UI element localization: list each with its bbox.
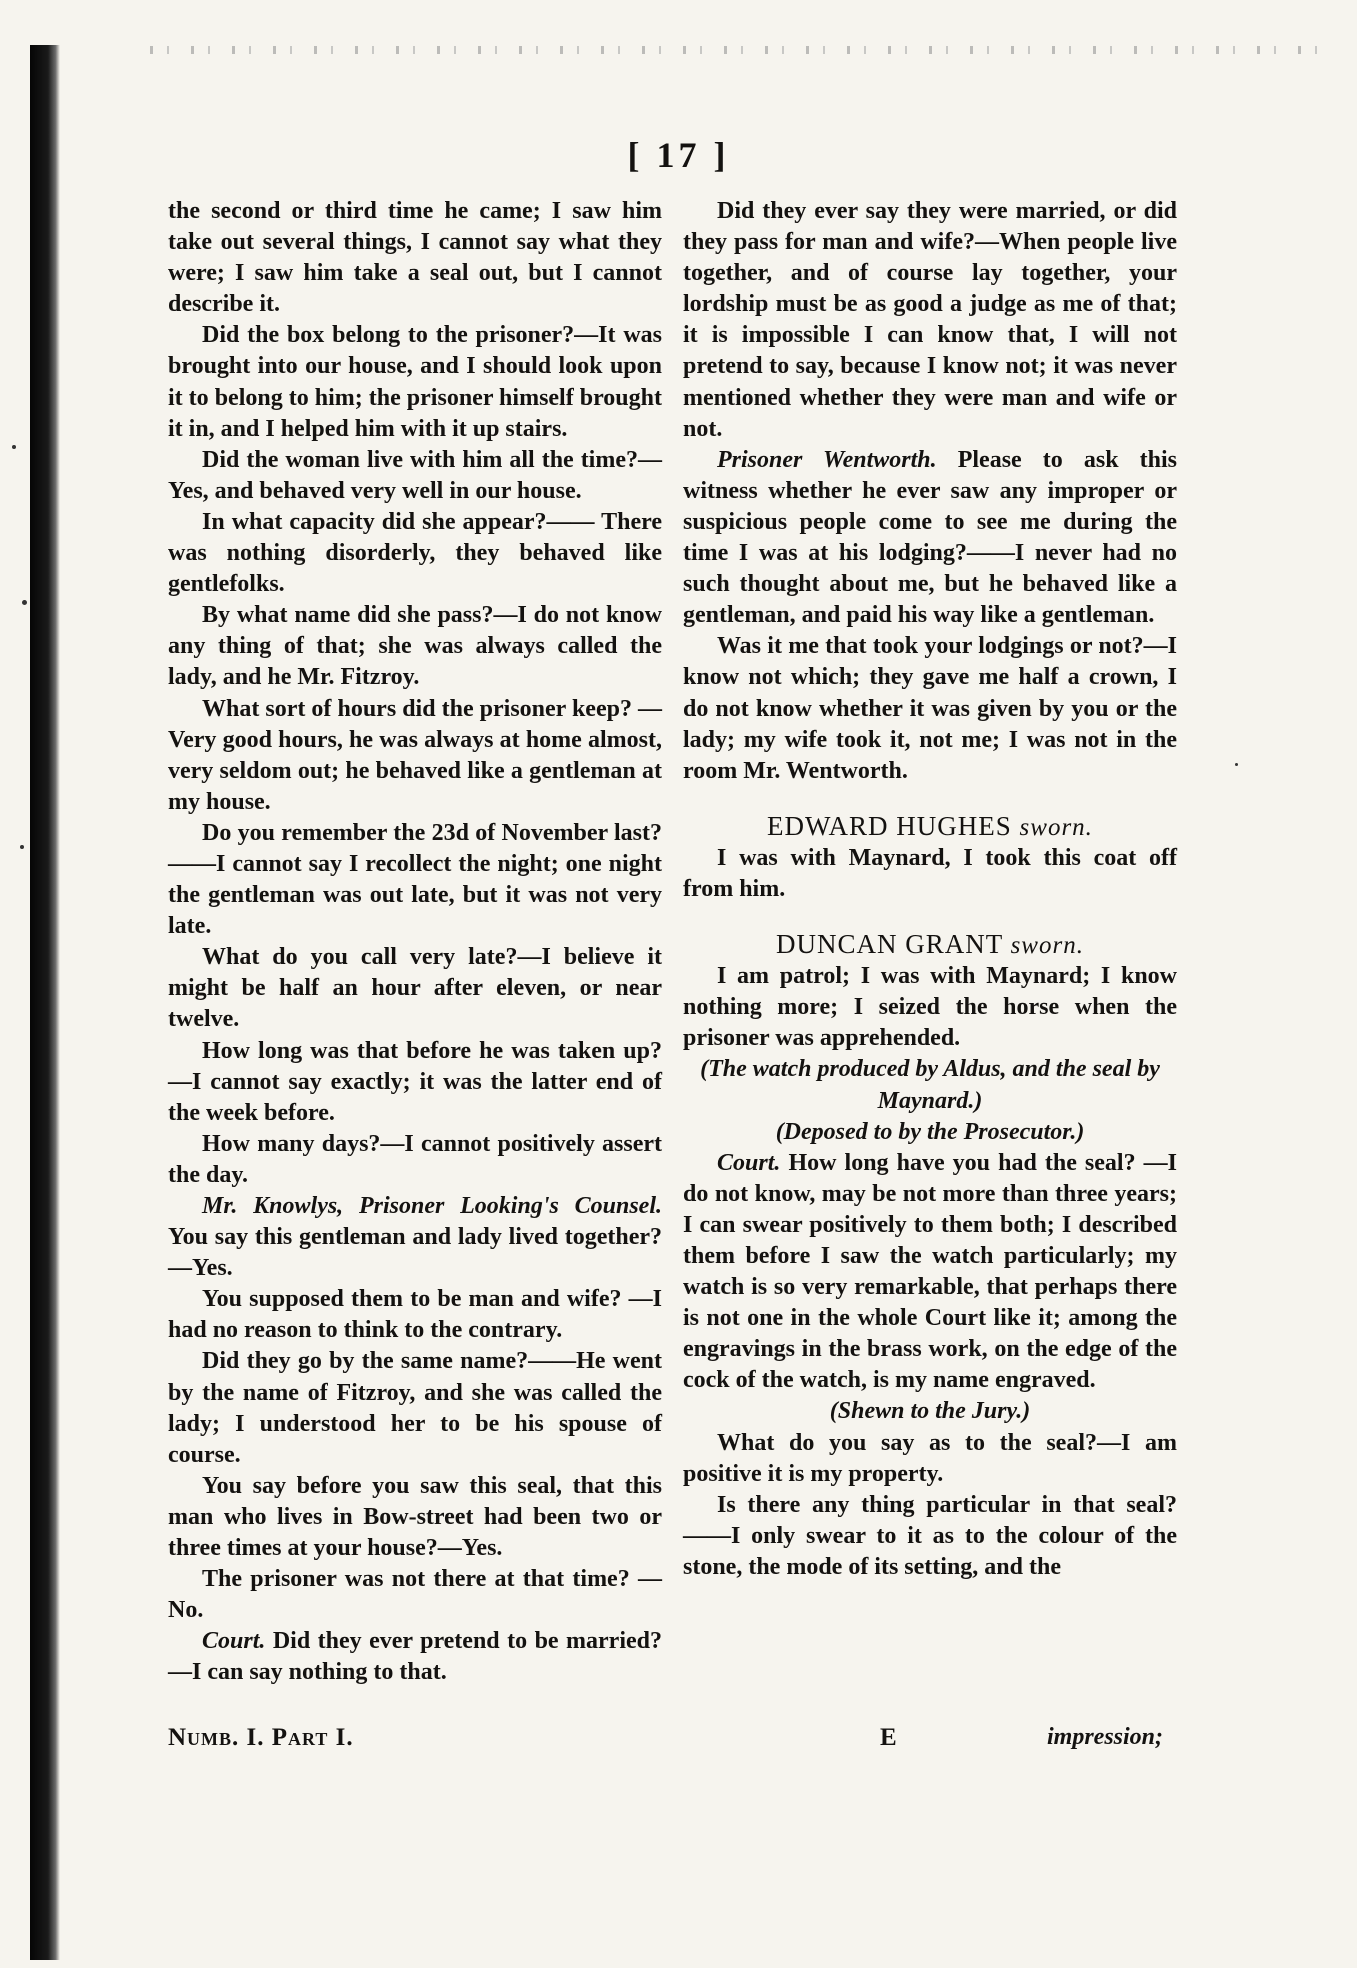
paragraph: What do you call very late?—I believe it might be half an hour after eleven, or near twelve.	[168, 944, 662, 1033]
footer-number-part: Numb. I. Part I.	[168, 1724, 354, 1751]
paragraph: Is there any thing particular in that seal? ——I only swear to it as to the colour of the stone, the mode of its setting, and the	[683, 1491, 1177, 1580]
paragraph: The prisoner was not there at that time? —No.	[168, 1566, 662, 1624]
left-column	[168, 196, 662, 1689]
paragraph: What sort of hours did the prisoner keep? —Very good hours, he was always at home almost, very seldom out; he behaved like a gentleman at my house.	[168, 695, 662, 815]
paragraph-text: Did they ever pretend to be married?—I can say nothing to that.	[168, 1628, 662, 1686]
scan-top-edge-noise	[150, 46, 1320, 54]
paragraph	[168, 1626, 662, 1688]
paragraph-text: Please to ask this witness whether he ever saw any improper or suspicious people come to see me during the time I was at his lodging?——I never had no such thought about me, but he behaved like a gentleman, and paid his way like a gentleman.	[683, 446, 1178, 629]
paragraph: How many days?—I cannot positively assert the day.	[168, 1130, 662, 1188]
scan-speck	[1235, 763, 1238, 766]
sworn-label: sworn.	[1019, 813, 1093, 841]
witness-name: EDWARD HUGHES	[767, 810, 1012, 841]
paragraph: I am patrol; I was with Maynard; I know nothing more; I seized the horse when the prisoner was apprehended.	[683, 963, 1177, 1052]
speaker-label: Prisoner Wentworth.	[717, 446, 937, 473]
paragraph: Did they go by the same name?——He went by the name of Fitzroy, and she was called the lady; I understood her to be his spouse of course.	[168, 1348, 662, 1468]
catchword: impression;	[1047, 1724, 1164, 1750]
paragraph: Was it me that took your lodgings or not?—I know not which; they gave me half a crown, I do not know whether it was given by you or the lady; my wife took it, not me; I was not in the room Mr. Wentworth.	[683, 633, 1177, 784]
speaker-label: Court.	[717, 1149, 781, 1176]
paragraph	[683, 1148, 1177, 1397]
paragraph-text: How long have you had the seal? —I do not know, may be not more than three years; I can swear positively to them both; I described them before I saw the watch particularly; my watch is so very remarkable, that perhaps there is not one in the whole Court like it; among the engravings in the brass work, on the edge of the cock of the watch, is my name engraved.	[683, 1149, 1177, 1394]
speaker-label: Mr. Knowlys, Prisoner Looking's Counsel.	[202, 1193, 662, 1219]
paragraph: Did they ever say they were married, or did they pass for man and wife?—When people live together, and of course lay together, your lordship must be as good a judge as me of that; it is impossible I can know that, I will not pretend to say, because I know not; it was never mentioned whether they were man and wife or not.	[683, 198, 1177, 442]
paragraph: You supposed them to be man and wife? —I had no reason to think to the contrary.	[168, 1286, 662, 1344]
sworn-label: sworn.	[1010, 932, 1084, 960]
page-number: [ 17 ]	[627, 135, 730, 175]
witness-heading	[683, 811, 1177, 843]
paragraph: Did the box belong to the prisoner?—It was brought into our house, and I should look upon it to belong to him; the prisoner himself brought it in, and I helped him with it up stairs.	[168, 322, 662, 442]
scan-speck	[12, 445, 16, 449]
paragraph: You say before you saw this seal, that this man who lives in Bow-street had been two or three times at your house?—Yes.	[168, 1472, 662, 1562]
paragraph-text: You say this gentleman and lady lived together?—Yes.	[168, 1224, 662, 1282]
paragraph: Do you remember the 23d of November last?——I cannot say I recollect the night; one night the gentleman was out late, but it was not very late.	[168, 819, 662, 940]
paragraph: What do you say as to the seal?—I am positive it is my property.	[683, 1429, 1177, 1487]
paragraph	[168, 1191, 662, 1284]
paragraph	[683, 445, 1177, 632]
paragraph: I was with Maynard, I took this coat off from him.	[683, 844, 1177, 902]
paragraph: Did the woman live with him all the time?—Yes, and behaved very well in our house.	[168, 446, 662, 504]
stage-direction: (Deposed to by the Prosecutor.)	[775, 1118, 1085, 1145]
signature-mark: E	[880, 1724, 897, 1751]
scan-speck	[20, 845, 24, 849]
paragraph: How long was that before he was taken up?—I cannot say exactly; it was the latter end of the week before.	[168, 1037, 662, 1126]
stage-direction: (Shewn to the Jury.)	[829, 1398, 1031, 1425]
stage-direction: (The watch produced by Aldus, and the seal by Maynard.)	[700, 1056, 1160, 1114]
paragraph: In what capacity did she appear?—— There was nothing disorderly, they behaved like gentlefolks.	[168, 508, 662, 598]
book-spine-shadow	[30, 45, 60, 1960]
speaker-label: Court.	[202, 1628, 266, 1655]
scan-speck	[22, 600, 27, 605]
witness-name: DUNCAN GRANT	[776, 929, 1003, 960]
paragraph: By what name did she pass?—I do not know any thing of that; she was always called the lady, and he Mr. Fitzroy.	[168, 602, 662, 691]
paragraph: the second or third time he came; I saw him take out several things, I cannot say what they were; I saw him take a seal out, but I cannot describe it.	[168, 198, 662, 318]
right-column	[683, 196, 1177, 1583]
witness-heading	[683, 929, 1177, 961]
